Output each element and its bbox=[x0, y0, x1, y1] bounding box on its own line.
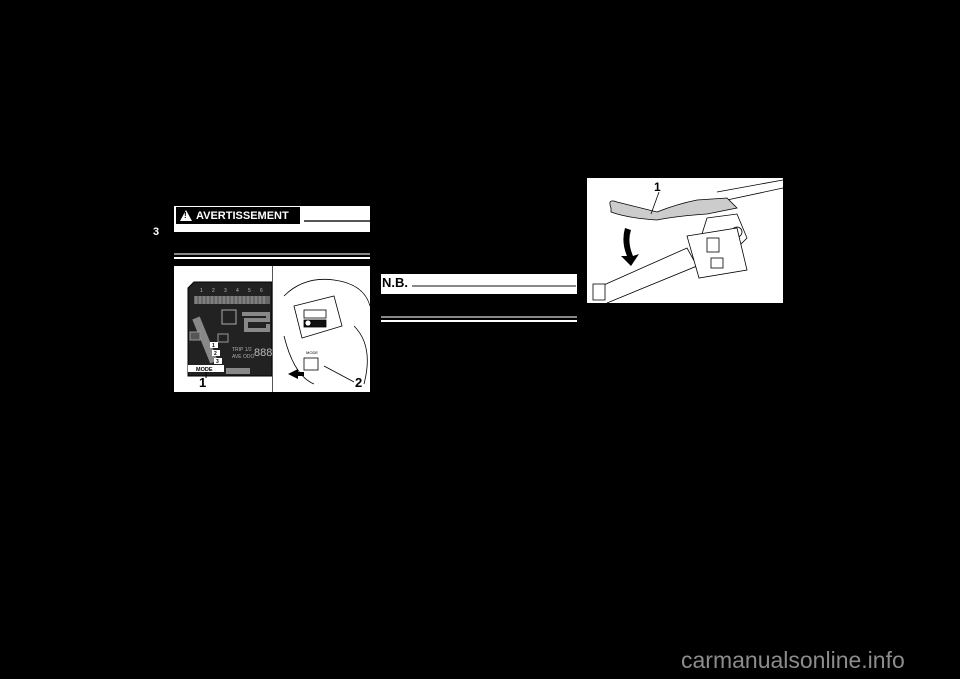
warning-end-rule bbox=[174, 253, 370, 259]
svg-text:888: 888 bbox=[254, 347, 273, 359]
svg-text:1: 1 bbox=[200, 288, 203, 294]
svg-text:TRIP 1/2: TRIP 1/2 bbox=[232, 347, 252, 353]
lever-illustration bbox=[587, 178, 783, 303]
svg-text:3: 3 bbox=[224, 288, 227, 294]
note-text-line bbox=[381, 291, 577, 294]
watermark: carmanualsonline.info bbox=[681, 647, 905, 673]
svg-text:2: 2 bbox=[212, 288, 215, 294]
warning-label: AVERTISSEMENT bbox=[196, 209, 289, 222]
svg-text:4: 4 bbox=[236, 288, 239, 294]
warning-header-rule bbox=[304, 220, 370, 222]
note-end-rule bbox=[381, 316, 577, 322]
warning-badge bbox=[176, 207, 300, 224]
svg-text:6: 6 bbox=[260, 288, 263, 294]
warning-triangle-icon bbox=[180, 210, 192, 221]
svg-text:MODE: MODE bbox=[306, 350, 318, 355]
svg-text:3: 3 bbox=[216, 359, 219, 365]
note-header bbox=[381, 274, 577, 291]
warning-text-line bbox=[174, 229, 370, 232]
arrow-left-icon bbox=[288, 369, 304, 379]
svg-text:2: 2 bbox=[214, 351, 217, 357]
figure-divider bbox=[272, 266, 273, 392]
page-number: 3 bbox=[153, 226, 160, 238]
svg-text:AVE ODO: AVE ODO bbox=[232, 354, 255, 360]
note-label: N.B. bbox=[382, 275, 408, 290]
figure-lever bbox=[587, 178, 783, 303]
callout-1: 1 bbox=[199, 375, 207, 390]
arrow-down-icon bbox=[621, 228, 639, 266]
svg-text:5: 5 bbox=[248, 288, 251, 294]
callout-2: 2 bbox=[355, 375, 363, 390]
svg-text:1: 1 bbox=[212, 343, 215, 349]
note-header-rule bbox=[412, 285, 576, 287]
svg-text:MODE: MODE bbox=[196, 367, 213, 373]
lever-callout-1: 1 bbox=[654, 180, 661, 194]
